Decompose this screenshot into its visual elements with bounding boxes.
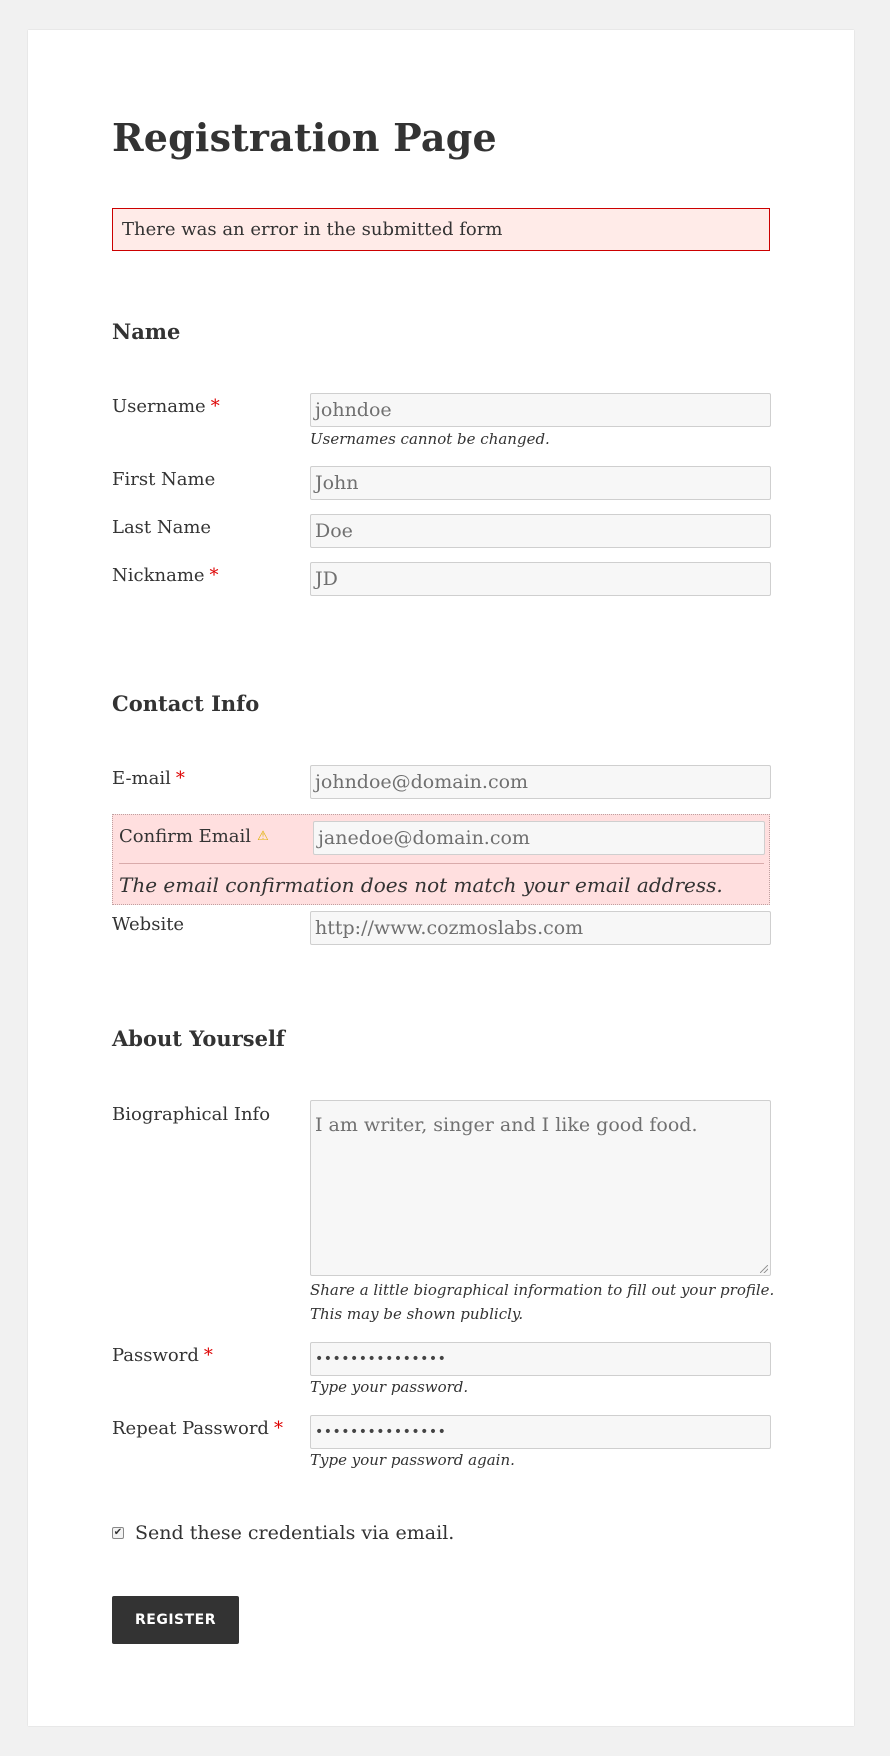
first-name-input[interactable]: John bbox=[310, 466, 771, 500]
bio-text: I am writer, singer and I like good food. bbox=[315, 1114, 698, 1136]
website-label: Website bbox=[112, 914, 185, 935]
confirm-email-label-text: Confirm Email bbox=[119, 826, 252, 847]
required-marker: * bbox=[209, 565, 219, 586]
send-credentials-label[interactable]: Send these credentials via email. bbox=[135, 1522, 455, 1544]
resize-grip-icon[interactable] bbox=[760, 1265, 768, 1273]
confirm-email-input[interactable]: janedoe@domain.com bbox=[313, 821, 765, 855]
username-label bbox=[112, 393, 220, 421]
email-label-text: E-mail bbox=[112, 768, 171, 789]
password-label-text: Password bbox=[112, 1345, 199, 1366]
form-error-banner: There was an error in the submitted form bbox=[112, 208, 770, 251]
nickname-label-text: Nickname bbox=[112, 565, 205, 586]
confirm-email-error-message: The email confirmation does not match your email address. bbox=[119, 873, 723, 897]
last-name-input[interactable]: Doe bbox=[310, 514, 771, 548]
confirm-email-label bbox=[119, 823, 269, 851]
nickname-input[interactable]: JD bbox=[310, 562, 771, 596]
send-credentials-checkbox[interactable]: ✔ bbox=[113, 1527, 123, 1538]
required-marker: * bbox=[210, 396, 220, 417]
error-divider bbox=[119, 863, 764, 864]
section-heading-about: About Yourself bbox=[112, 1026, 285, 1051]
bio-hint-line1: Share a little biographical information to fill out your profile. bbox=[310, 1281, 775, 1299]
username-label-text: Username bbox=[112, 396, 206, 417]
section-heading-contact: Contact Info bbox=[112, 691, 260, 716]
bio-textarea[interactable] bbox=[310, 1100, 771, 1276]
page-title: Registration Page bbox=[112, 115, 497, 160]
email-label bbox=[112, 765, 185, 793]
nickname-label bbox=[112, 562, 219, 590]
required-marker: * bbox=[273, 1418, 283, 1439]
required-marker: * bbox=[175, 768, 185, 789]
required-marker: * bbox=[203, 1345, 213, 1366]
section-heading-name: Name bbox=[112, 319, 181, 344]
password-hint: Type your password. bbox=[310, 1378, 469, 1396]
confirm-email-error-row bbox=[112, 814, 770, 905]
website-input[interactable]: http://www.cozmoslabs.com bbox=[310, 911, 771, 945]
repeat-password-hint: Type your password again. bbox=[310, 1451, 515, 1469]
username-input[interactable]: johndoe bbox=[310, 393, 771, 427]
register-button[interactable]: REGISTER bbox=[112, 1596, 239, 1644]
first-name-label: First Name bbox=[112, 469, 216, 490]
email-input[interactable]: johndoe@domain.com bbox=[310, 765, 771, 799]
bio-hint-line2: This may be shown publicly. bbox=[310, 1305, 524, 1323]
bio-label: Biographical Info bbox=[112, 1104, 271, 1125]
last-name-label: Last Name bbox=[112, 517, 212, 538]
password-input[interactable]: ••••••••••••••• bbox=[310, 1342, 771, 1376]
warning-icon: ⚠ bbox=[257, 829, 269, 844]
repeat-password-label bbox=[112, 1415, 283, 1443]
repeat-password-input[interactable]: ••••••••••••••• bbox=[310, 1415, 771, 1449]
username-hint: Usernames cannot be changed. bbox=[310, 430, 550, 448]
repeat-password-label-text: Repeat Password bbox=[112, 1418, 269, 1439]
password-label bbox=[112, 1342, 213, 1370]
